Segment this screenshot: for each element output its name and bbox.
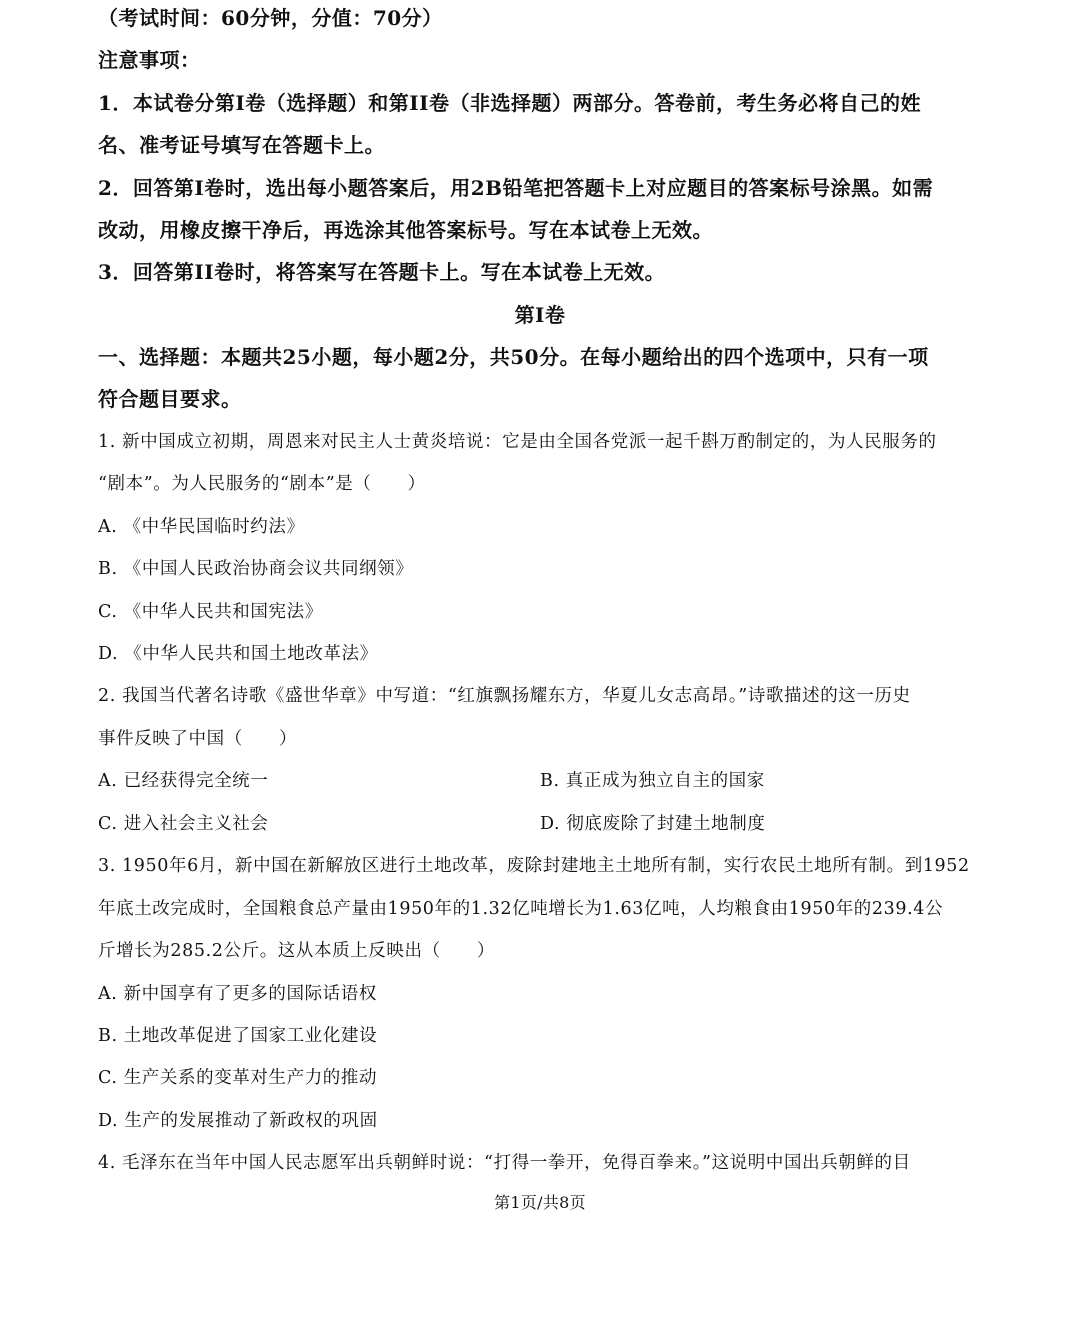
page-footer: 第1页/共8页 [494,1193,586,1212]
notice-item-1-line-1: 1．本试卷分第I卷（选择题）和第II卷（非选择题）两部分。答卷前，考生务必将自己的姓 [98,91,921,115]
question-3-line-2: 年底土改完成时，全国粮食总产量由1950年的1.32亿吨增长为1.63亿吨，人均粮食由1950年的239.4公 [98,899,944,919]
volume-title: 第I卷 [514,303,566,327]
question-2-option-b: B. 真正成为独立自主的国家 [540,771,765,791]
notice-heading: 注意事项： [98,48,201,72]
question-3-option-b: B. 土地改革促进了国家工业化建设 [98,1026,378,1046]
question-2-line-2: 事件反映了中国（ ） [98,729,298,749]
question-4-line-1: 4. 毛泽东在当年中国人民志愿军出兵朝鲜时说：“打得一拳开，免得百拳来。”这说明中国出兵朝鲜的目 [98,1153,911,1173]
question-3-option-d: D. 生产的发展推动了新政权的巩固 [98,1111,378,1131]
section-heading-line-1: 一、选择题：本题共25小题，每小题2分，共50分。在每小题给出的四个选项中，只有一项 [98,345,929,369]
notice-item-3-line-1: 3．回答第II卷时，将答案写在答题卡上。写在本试卷上无效。 [98,260,666,284]
question-1-option-b: B. 《中国人民政治协商会议共同纲领》 [98,559,414,579]
question-3-option-a: A. 新中国享有了更多的国际话语权 [98,984,377,1004]
notice-item-2-line-2: 改动，用橡皮擦干净后，再选涂其他答案标号。写在本试卷上无效。 [98,218,713,242]
question-2-option-a: A. 已经获得完全统一 [98,771,269,791]
question-1-line-2: “剧本”。为人民服务的“剧本”是（ ） [98,474,426,494]
question-1-option-c: C. 《中华人民共和国宪法》 [98,602,323,622]
question-2-option-c: C. 进入社会主义社会 [98,814,269,834]
question-2-option-d: D. 彻底废除了封建土地制度 [540,814,766,834]
question-3-line-1: 3. 1950年6月，新中国在新解放区进行土地改革，废除封建地主土地所有制，实行农民土地所有制。到1952 [98,856,970,876]
question-3-line-3: 斤增长为285.2公斤。这从本质上反映出（ ） [98,941,495,961]
question-1-line-1: 1. 新中国成立初期，周恩来对民主人士黄炎培说：它是由全国各党派一起千斟万酌制定的，为人民服务的 [98,432,937,452]
question-1-option-a: A. 《中华民国临时约法》 [98,517,305,537]
question-1-option-d: D. 《中华人民共和国土地改革法》 [98,644,378,664]
notice-item-2-line-1: 2．回答第I卷时，选出每小题答案后，用2B铅笔把答题卡上对应题目的答案标号涂黑。如需 [98,176,934,200]
notice-item-1-line-2: 名、准考证号填写在答题卡上。 [98,133,385,157]
question-2-line-1: 2. 我国当代著名诗歌《盛世华章》中写道：“红旗飘扬耀东方，华夏儿女志高昂。”诗歌描述的这一历史 [98,686,911,706]
section-heading-line-2: 符合题目要求。 [98,387,242,411]
question-3-option-c: C. 生产关系的变革对生产力的推动 [98,1068,378,1088]
exam-info: （考试时间：60分钟，分值：70分） [98,6,443,30]
